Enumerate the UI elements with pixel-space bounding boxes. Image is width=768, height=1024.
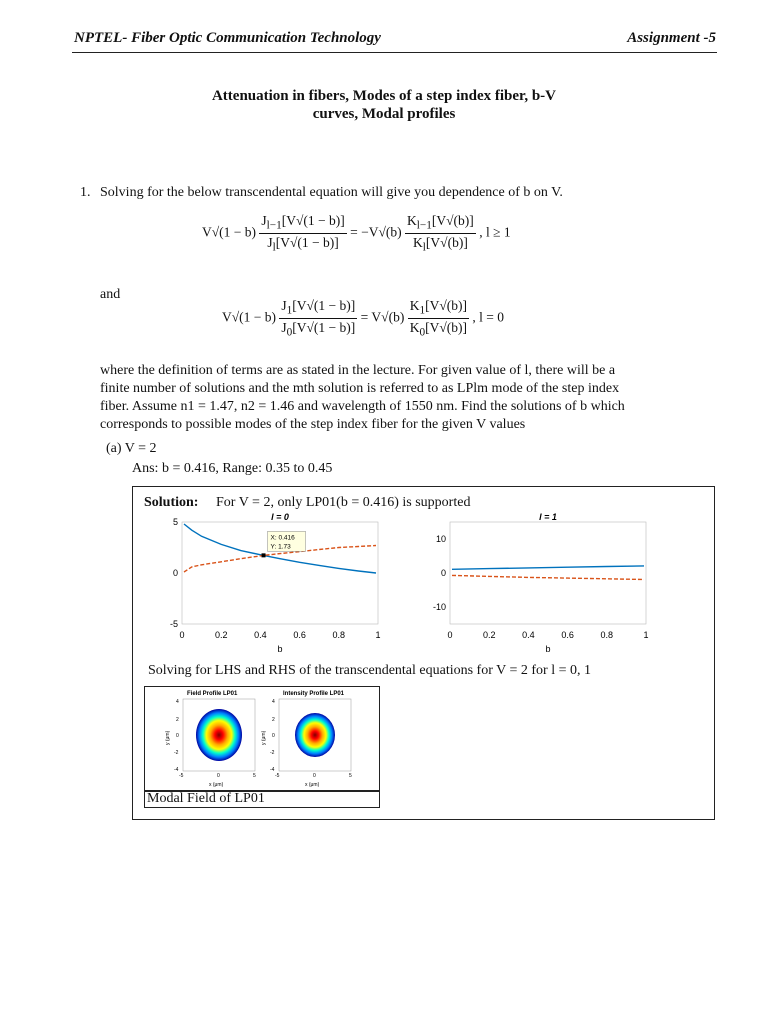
intensity-ytick-4: 4 bbox=[272, 699, 275, 705]
x-tick-label: 0 bbox=[179, 630, 185, 640]
intensity-xtick-5: 5 bbox=[349, 773, 352, 779]
x-tick-label: 0.2 bbox=[482, 630, 496, 640]
paragraph-line1: where the definition of terms are as stated in the lecture. For given value of l, there will be a bbox=[100, 363, 616, 378]
intensity-xtick-m5: -5 bbox=[275, 773, 280, 779]
datatip-text: Y: 1.73 bbox=[270, 543, 291, 551]
and-label: and bbox=[100, 287, 121, 302]
answer-text: Ans: b = 0.416, Range: 0.35 to 0.45 bbox=[132, 461, 333, 476]
page-title-line2: curves, Modal profiles bbox=[312, 106, 456, 122]
intensity-profile-image bbox=[295, 713, 335, 757]
chart-title: l = 1 bbox=[539, 512, 557, 522]
intensity-ytick-m4: -4 bbox=[270, 767, 275, 773]
intensity-ylabel: y (μm) bbox=[261, 730, 267, 745]
field-profile-title: Field Profile LP01 bbox=[187, 691, 238, 697]
x-tick-label: 0.2 bbox=[214, 630, 228, 640]
field-xtick-m5: -5 bbox=[179, 773, 184, 779]
chart-title: l = 0 bbox=[271, 512, 289, 522]
intensity-ytick-2: 2 bbox=[272, 717, 275, 723]
part-a-label: (a) V = 2 bbox=[106, 441, 157, 456]
page-title-line1: Attenuation in fibers, Modes of a step index fiber, b-V bbox=[211, 88, 557, 104]
field-ylabel: y (μm) bbox=[165, 730, 171, 745]
y-tick-label: 10 bbox=[435, 534, 446, 544]
question-number: 1. bbox=[80, 185, 91, 200]
field-ytick-2: 2 bbox=[176, 717, 179, 723]
x-tick-label: 0.8 bbox=[600, 630, 614, 640]
field-xtick-5: 5 bbox=[253, 773, 256, 779]
intensity-ytick-m2: -2 bbox=[270, 750, 275, 756]
paragraph-line2: finite number of solutions and the mth solution is referred to as LPlm mode of the step index bbox=[100, 381, 620, 396]
field-ytick-4: 4 bbox=[176, 699, 179, 705]
y-tick-label: 5 bbox=[172, 517, 178, 527]
solution-text: For V = 2, only LP01(b = 0.416) is supported bbox=[216, 495, 471, 510]
x-tick-label: 0 bbox=[447, 630, 453, 640]
solution-label: Solution: bbox=[144, 495, 199, 510]
question-intro: Solving for the below transcendental equation will give you dependence of b on V. bbox=[100, 185, 563, 200]
field-xtick-0: 0 bbox=[217, 773, 220, 779]
intensity-profile-title: Intensity Profile LP01 bbox=[283, 691, 345, 697]
y-tick-label: -10 bbox=[432, 602, 446, 612]
modal-field-svg bbox=[145, 687, 379, 791]
header-assignment: Assignment -5 bbox=[627, 30, 716, 46]
x-tick-label: 0.4 bbox=[522, 630, 535, 640]
x-tick-label: 1 bbox=[643, 630, 649, 640]
equation-2: V√(1 − b) $\frac{J_1[V√(1 - b)]}{J_0[V√(1 - b)]}$ = V√(b) $\frac{K_1[V√(b)]}{K_0[V√(b)]}$ , l = 0 bbox=[222, 298, 504, 339]
field-ytick-m2: -2 bbox=[174, 750, 179, 756]
intensity-ytick-0: 0 bbox=[272, 733, 275, 739]
datatip-marker bbox=[262, 553, 266, 557]
x-axis-label: b bbox=[545, 644, 551, 654]
transcendental-plots bbox=[140, 512, 710, 664]
y-tick-label: 0 bbox=[440, 568, 446, 578]
field-xlabel: x (μm) bbox=[209, 782, 224, 788]
x-tick-label: 0.6 bbox=[561, 630, 574, 640]
x-tick-label: 0.6 bbox=[293, 630, 306, 640]
x-axis-label: b bbox=[277, 644, 283, 654]
intensity-xlabel: x (μm) bbox=[305, 782, 320, 788]
datatip-text: X: 0.416 bbox=[270, 534, 295, 542]
plot-area bbox=[450, 522, 646, 624]
paragraph-line3: fiber. Assume n1 = 1.47, n2 = 1.46 and wavelength of 1550 nm. Find the solutions of b which bbox=[100, 399, 625, 414]
x-tick-label: 1 bbox=[375, 630, 381, 640]
field-ytick-m4: -4 bbox=[174, 767, 179, 773]
x-tick-label: 0.8 bbox=[332, 630, 346, 640]
paragraph-line4: corresponds to possible modes of the step index fiber for the given V values bbox=[100, 417, 526, 432]
chart-l1 bbox=[433, 512, 649, 654]
equation-1: V√(1 − b) $\frac{J_{l-1}[V√(1 - b)]}{J_l[V√(1 - b)]}$ = −V√(b) $\frac{K_{l-1}[V√(b)]}{K_l[V√(b)]}$ , l ≥ 1 bbox=[202, 213, 511, 254]
header-course-title: NPTEL- Fiber Optic Communication Technology bbox=[74, 30, 381, 46]
modal-field-figure bbox=[144, 686, 380, 792]
chart-l0 bbox=[170, 512, 381, 654]
intensity-xtick-0: 0 bbox=[313, 773, 316, 779]
y-tick-label: -5 bbox=[169, 619, 178, 629]
header-rule bbox=[72, 52, 717, 53]
field-profile-image bbox=[196, 709, 242, 761]
modal-caption: Modal Field of LP01 bbox=[144, 790, 380, 808]
x-tick-label: 0.4 bbox=[254, 630, 267, 640]
field-ytick-0: 0 bbox=[176, 733, 179, 739]
y-tick-label: 0 bbox=[172, 568, 178, 578]
plots-caption: Solving for LHS and RHS of the transcendental equations for V = 2 for l = 0, 1 bbox=[148, 663, 591, 678]
